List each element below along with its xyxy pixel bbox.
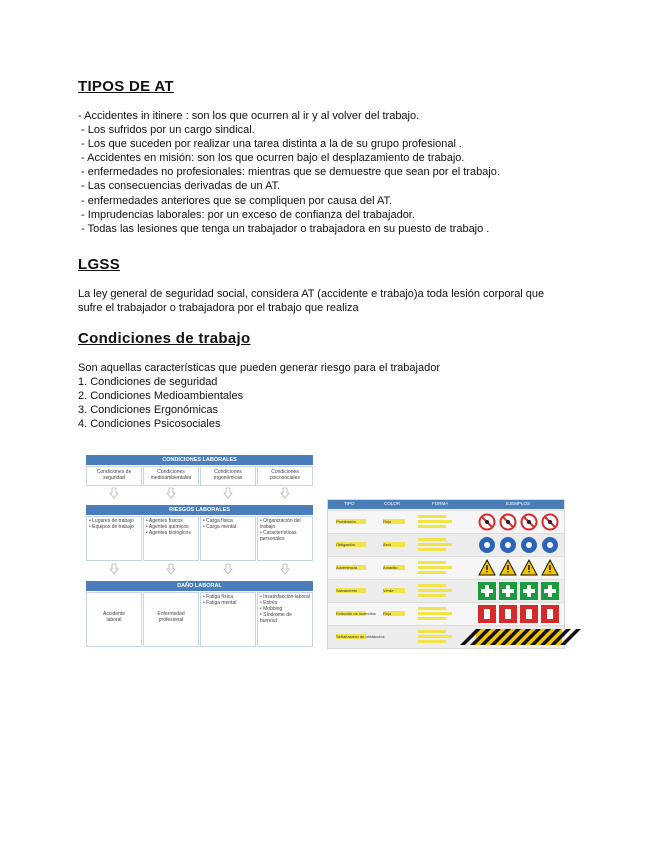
- riesgo-cell: [200, 516, 256, 561]
- sign-shape-note: [418, 589, 452, 592]
- condition-cell: Condiciones ergonómicas: [200, 466, 256, 486]
- arrow-down-icon: [281, 488, 289, 498]
- sign-type-label: Obligación: [336, 542, 366, 547]
- lgss-paragraph: [78, 287, 544, 315]
- riesgo-item: • Organización del trabajo: [260, 518, 301, 530]
- warning-sign-icon: [541, 559, 559, 577]
- sign-shape-note: [418, 566, 452, 569]
- heading-lgss: LGSS: [78, 256, 121, 273]
- warning-sign-icon: [478, 559, 496, 577]
- dano-item: • Fatiga mental: [203, 600, 237, 606]
- dano-item: • Mobbing: [260, 606, 283, 612]
- sign-type-label: Advertencia: [336, 565, 366, 570]
- dano-item: Enfermedad: [157, 611, 185, 617]
- fire-sign-icon: [541, 605, 559, 623]
- obligation-sign-icon: [478, 536, 496, 554]
- dano-item: profesional: [158, 617, 184, 623]
- riesgo-item: • Equipos de trabajo: [89, 524, 134, 530]
- rescue-sign-icon: [541, 582, 559, 600]
- fire-sign-icon: [499, 605, 517, 623]
- riesgo-item: • Carga mental: [203, 524, 237, 530]
- arrow-down-icon: [110, 564, 118, 574]
- arrow-down-icon: [224, 488, 232, 498]
- list-item: 4. Condiciones Psicosociales: [78, 418, 221, 431]
- table-row: [328, 510, 564, 533]
- sign-type-label: Prohibición: [336, 519, 366, 524]
- sign-shape-note: [418, 571, 446, 574]
- sign-shape-note: [418, 548, 446, 551]
- list-item: - enfermedades anteriores que se compliquen por causa del AT.: [78, 194, 393, 207]
- table-row: [328, 533, 564, 556]
- sign-shape-note: [418, 630, 446, 633]
- senales-table: [327, 499, 565, 649]
- warning-sign-icon: [520, 559, 538, 577]
- riesgo-item: • Agentes biológicos: [146, 530, 191, 536]
- tipos-at-list: [78, 109, 500, 236]
- header-forma: FORMA: [432, 501, 449, 506]
- sign-type-label: Extinción de incendios: [336, 611, 376, 616]
- sign-shape-note: [418, 520, 452, 523]
- list-item: Son aquellas características que pueden generar riesgo para el trabajador: [78, 362, 441, 374]
- riesgo-item: • Agentes físicos: [146, 518, 183, 524]
- table-row: [328, 579, 564, 602]
- prohibition-sign-icon: [499, 513, 517, 531]
- dano-cell: [257, 592, 313, 647]
- diagram-bar-riesgos: RIESGOS LABORALES: [86, 505, 313, 515]
- dano-item: • Fatiga física: [203, 594, 234, 600]
- sign-color-label: Verde: [383, 588, 405, 593]
- list-item: - Accidentes en misión: son los que ocurren bajo el desplazamiento de trabajo.: [78, 152, 465, 165]
- dano-cell: [143, 592, 199, 647]
- table-row: [328, 625, 564, 648]
- prohibition-sign-icon: [478, 513, 496, 531]
- sign-shape-note: [418, 584, 446, 587]
- header-color: COLOR: [384, 501, 401, 506]
- riesgo-item: • Características personales: [260, 530, 297, 542]
- dano-item: Accidente: [103, 611, 125, 617]
- dano-cell: [200, 592, 256, 647]
- arrow-down-icon: [281, 564, 289, 574]
- list-item: - Accidentes in itinere : son los que ocurren al ir y al volver del trabajo.: [78, 110, 420, 122]
- diagram-bar-condiciones: CONDICIONES LABORALES: [86, 455, 313, 465]
- table-row: [328, 602, 564, 625]
- prohibition-sign-icon: [541, 513, 559, 531]
- condiciones-laborales-diagram: [86, 455, 313, 647]
- condition-cell: Condiciones medioambientales: [143, 466, 199, 486]
- diagram-conditions-row: [86, 466, 313, 486]
- condition-cell: Condiciones de seguridad: [86, 466, 142, 486]
- arrow-down-icon: [110, 488, 118, 498]
- sign-shape-note: [418, 640, 446, 643]
- heading-condiciones: Condiciones de trabajo: [78, 330, 251, 347]
- list-item: - Las consecuencias derivadas de un AT.: [78, 180, 281, 193]
- paragraph-line: La ley general de seguridad social, considera AT (accidente e trabajo)a toda lesión corporal que: [78, 288, 545, 300]
- diagram-bar-dano: DAÑO LABORAL: [86, 581, 313, 591]
- sign-shape-note: [418, 594, 446, 597]
- sign-shape-note: [418, 543, 452, 546]
- list-item: - Los que suceden por realizar una tarea distinta a la de su grupo profesional .: [78, 138, 463, 151]
- arrow-down-icon: [167, 564, 175, 574]
- sign-shape-note: [418, 525, 446, 528]
- sign-color-label: Amarillo: [383, 565, 405, 570]
- obligation-sign-icon: [520, 536, 538, 554]
- riesgo-cell: [143, 516, 199, 561]
- sign-color-label: Azul: [383, 542, 405, 547]
- list-item: - Los sufridos por un cargo sindical.: [78, 124, 255, 137]
- hazard-stripes-icon: [476, 629, 562, 645]
- list-item: 3. Condiciones Ergonómicas: [78, 404, 219, 417]
- rescue-sign-icon: [520, 582, 538, 600]
- sign-shape-note: [418, 515, 446, 518]
- rescue-sign-icon: [478, 582, 496, 600]
- riesgo-cell: [86, 516, 142, 561]
- riesgo-item: • Lugares de trabajo: [89, 518, 134, 524]
- warning-sign-icon: [499, 559, 517, 577]
- table-header: [328, 500, 564, 509]
- obligation-sign-icon: [499, 536, 517, 554]
- sign-type-label: Señalización de obstáculos: [336, 634, 385, 639]
- sign-color-label: Rojo: [383, 519, 405, 524]
- sign-shape-note: [418, 617, 446, 620]
- dano-cell: [86, 592, 142, 647]
- dano-item: • Síndrome de burnout: [260, 612, 292, 624]
- fire-sign-icon: [520, 605, 538, 623]
- list-item: 2. Condiciones Medioambientales: [78, 390, 244, 403]
- condition-cell: Condiciones psicosociales: [257, 466, 313, 486]
- sign-shape-note: [418, 612, 452, 615]
- riesgo-cell: [257, 516, 313, 561]
- riesgo-item: • Carga física: [203, 518, 233, 524]
- riesgo-item: • Agentes químicos: [146, 524, 189, 530]
- obligation-sign-icon: [541, 536, 559, 554]
- table-row: [328, 556, 564, 579]
- paragraph-line: sufre el trabajador o trabajadora por el trabajo que realiza: [78, 302, 359, 315]
- arrow-down-icon: [224, 564, 232, 574]
- sign-color-label: Rojo: [383, 611, 405, 616]
- list-item: - Imprudencias laborales: por un exceso de confianza del trabajador.: [78, 208, 415, 221]
- header-ejemplos: EJEMPLOS: [506, 501, 531, 506]
- sign-shape-note: [418, 561, 446, 564]
- sign-shape-note: [418, 538, 446, 541]
- arrow-down-icon: [167, 488, 175, 498]
- sign-shape-note: [418, 635, 452, 638]
- rescue-sign-icon: [499, 582, 517, 600]
- dano-item: • Insatisfacción laboral: [260, 594, 310, 600]
- prohibition-sign-icon: [520, 513, 538, 531]
- dano-item: • Estrés: [260, 600, 278, 606]
- list-item: - enfermedades no profesionales: mientras que se demuestre que sean por el trabajo.: [78, 166, 500, 179]
- condiciones-list: [78, 361, 440, 431]
- sign-type-label: Salvamento: [336, 588, 366, 593]
- list-item: 1. Condiciones de seguridad: [78, 376, 218, 389]
- sign-shape-note: [418, 607, 446, 610]
- header-tipo: TIPO: [344, 501, 355, 506]
- list-item: - Todas las lesiones que tenga un trabajador o trabajadora en su puesto de trabajo .: [78, 222, 490, 235]
- fire-sign-icon: [478, 605, 496, 623]
- heading-tipos-at: TIPOS DE AT: [78, 78, 174, 95]
- dano-item: laboral: [106, 617, 122, 623]
